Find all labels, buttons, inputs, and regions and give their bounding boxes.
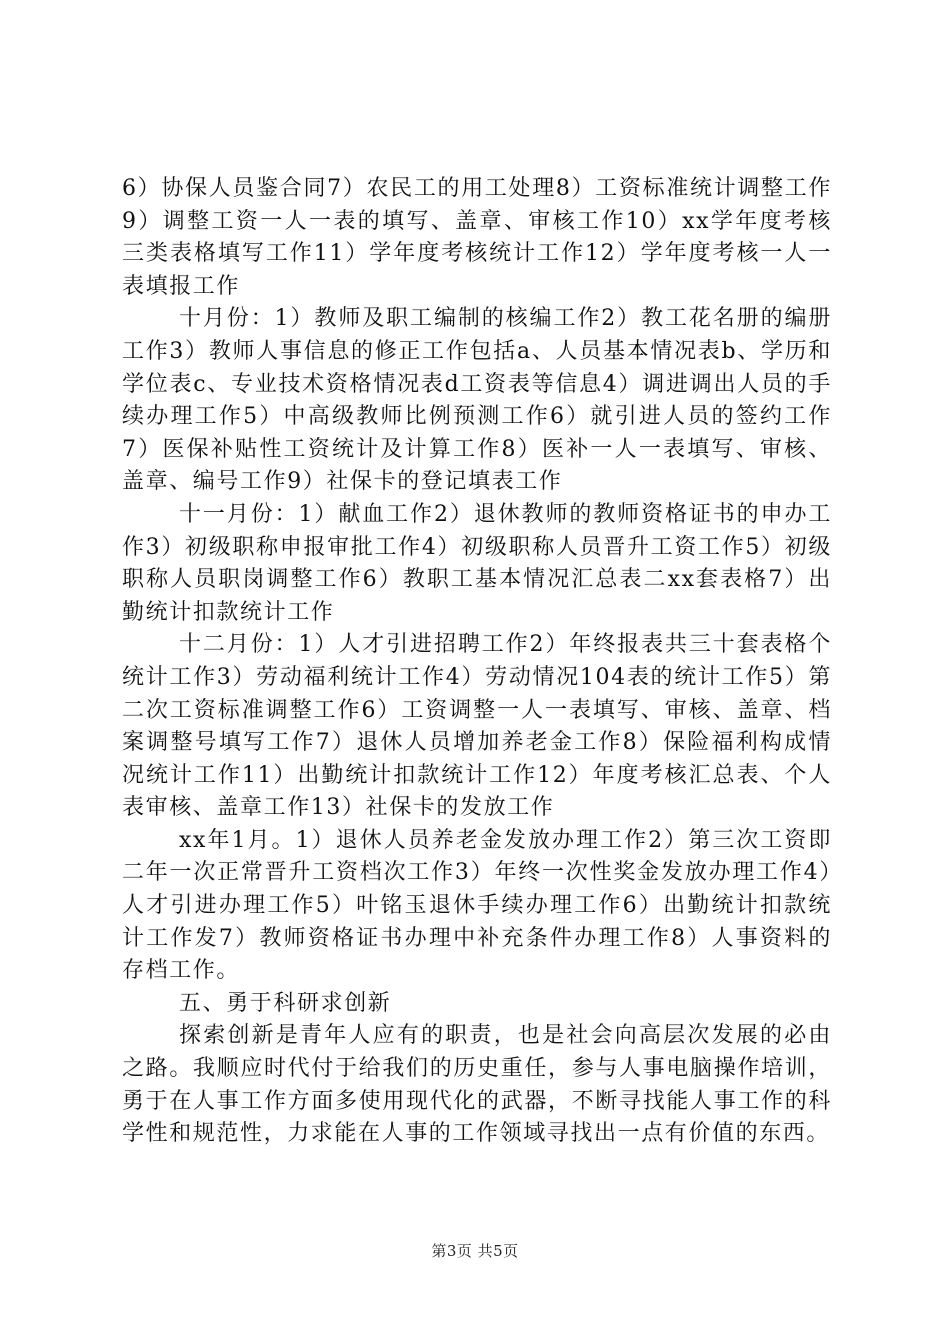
document-body — [122, 173, 832, 1151]
section-heading: 五、勇于科研求创新 — [179, 990, 392, 1016]
page-number-footer: 第3页 共5页 — [431, 1242, 519, 1260]
paragraph-continuation: 6）协保人员鉴合同7）农民工的用工处理8）工资标准统计调整工作9）调整工资一人一表的填写、盖章、审核工作10）xx学年度考核三类表格填写工作11）学年度考核统计工作12）学年度考核一人一表填报工作 — [122, 176, 832, 299]
paragraph-january: xx年1月。1）退休人员养老金发放办理工作2）第三次工资即二年一次正常晋升工资档次工作3）年终一次性奖金发放办理工作4）人才引进办理工作5）叶铭玉退休手续办理工作6）出勤统计扣款统计工作发7）教师资格证书办理中补充条件办理工作8）人事资料的存档工作。 — [122, 827, 832, 984]
paragraph-november: 十一月份：1）献血工作2）退休教师的教师资格证书的申办工作3）初级职称申报审批工作4）初级职称人员晋升工资工作5）初级职称人员职岗调整工作6）教职工基本情况汇总表二xx套表格7）出勤统计扣款统计工作 — [122, 501, 832, 625]
paragraph-october: 十月份：1）教师及职工编制的核编工作2）教工花名册的编册工作3）教师人事信息的修正工作包括a、人员基本情况表b、学历和学位表c、专业技术资格情况表d工资表等信息4）调进调出人员的手续办理工作5）中高级教师比例预测工作6）就引进人员的签约工作7）医保补贴性工资统计及计算工作8）医补一人一表填写、审核、盖章、编号工作9）社保卡的登记填表工作 — [122, 306, 832, 495]
paragraph-december: 十二月份：1）人才引进招聘工作2）年终报表共三十套表格个统计工作3）劳动福利统计工作4）劳动情况104表的统计工作5）第二次工资标准调整工作6）工资调整一人一表填写、审核、盖章、档案调整号填写工作7）退休人员增加养老金工作8）保险福利构成情况统计工作11）出勤统计扣款统计工作12）年度考核汇总表、个人表审核、盖章工作13）社保卡的发放工作 — [122, 632, 832, 821]
paragraph-innovation: 探索创新是青年人应有的职责，也是社会向高层次发展的必由之路。我顺应时代付于给我们的历史重任，参与人事电脑操作培训，勇于在人事工作方面多使用现代化的武器，不断寻找能人事工作的科学性和规范性，力求能在人事的工作领域寻找出一点有价值的东西。 — [122, 1023, 832, 1147]
